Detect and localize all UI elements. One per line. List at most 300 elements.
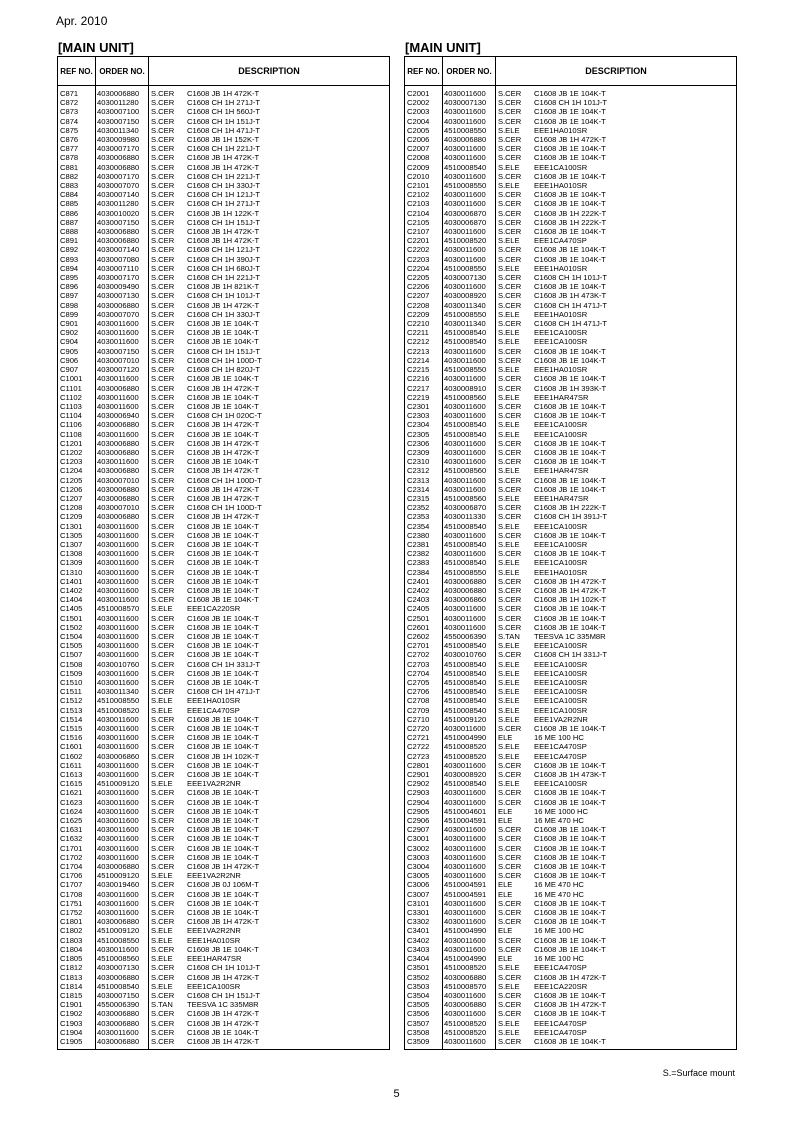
part-type: S.CER <box>151 254 175 264</box>
ref-no-cell: C2907 <box>407 825 430 835</box>
part-spec: C1608 JB 1E 104K-T <box>534 843 606 853</box>
part-type: S.ELE <box>498 659 520 669</box>
part-spec: EEE1CA100SR <box>534 678 588 687</box>
part-spec: C1608 JB 1E 104K-T <box>187 852 259 862</box>
ref-no-cell: C2722 <box>407 742 430 752</box>
ref-no-cell: C1704 <box>60 862 83 872</box>
order-no-cell: 4030006880 <box>97 1009 140 1019</box>
description-cell <box>498 144 736 153</box>
ref-no-cell: C1611 <box>60 760 82 770</box>
ref-no-cell: C871 <box>60 89 79 98</box>
ref-no-cell: C1623 <box>60 797 83 807</box>
part-spec: C1608 JB 1H 472K-T <box>187 512 260 522</box>
part-type: S.CER <box>151 549 175 559</box>
ref-no-cell: C1621 <box>60 788 83 798</box>
description-cell <box>498 798 736 807</box>
description-cell <box>151 752 389 761</box>
ref-no-cell: C1504 <box>60 631 83 641</box>
description-cell <box>498 494 736 503</box>
order-no-cell: 4030011600 <box>444 484 486 494</box>
order-no-cell: 4030006870 <box>444 217 487 227</box>
description-cell <box>498 273 736 282</box>
ref-no-cell: C1512 <box>60 696 83 706</box>
part-type: S.CER <box>498 990 522 1000</box>
ref-no-cell: C1804 <box>60 944 83 954</box>
part-spec: C1608 JB 1E 104K-T <box>534 227 606 237</box>
description-cell <box>498 991 736 1000</box>
description-cell <box>498 163 736 172</box>
ref-no-cell: C2105 <box>407 217 430 227</box>
part-type: S.ELE <box>498 696 520 706</box>
ref-no-cell: C2702 <box>407 650 430 660</box>
part-spec: C1608 CH 1H 221J-T <box>187 273 261 283</box>
order-no-cell: 4510008520 <box>444 751 487 761</box>
ref-no-cell: C3007 <box>407 889 430 899</box>
part-type: S.CER <box>498 447 522 457</box>
order-no-cell: 4030011600 <box>444 1036 486 1046</box>
part-type: S.ELE <box>498 668 520 678</box>
part-spec: EEE1CA220SR <box>187 604 241 614</box>
part-spec: C1608 JB 1E 104K-T <box>534 1036 606 1046</box>
ref-no-cell: C2902 <box>407 779 430 789</box>
description-cell <box>151 696 389 705</box>
order-no-cell: 4030006880 <box>97 420 140 430</box>
part-spec: C1608 JB 1H 122K-T <box>187 208 260 218</box>
description-cell <box>498 411 736 420</box>
order-no-cell: 4030007100 <box>97 107 140 117</box>
part-type: S.CER <box>151 770 175 780</box>
order-no-cell: 4510004601 <box>444 806 487 816</box>
order-no-cell: 4030006870 <box>444 503 487 513</box>
part-spec: C1608 JB 1E 104K-T <box>187 576 259 586</box>
part-spec: EEE1VA2R2NR <box>187 871 241 881</box>
part-spec: C1608 CH 1H 100D-T <box>187 475 262 485</box>
part-spec: 16 ME 100 HC <box>534 926 584 936</box>
order-no-cell: 4030011600 <box>97 889 139 899</box>
description-cell <box>151 310 389 319</box>
ref-no-cell: C2102 <box>407 190 430 200</box>
part-type: S.ELE <box>498 309 520 319</box>
ref-no-cell: C1106 <box>60 420 82 430</box>
description-cell <box>498 632 736 641</box>
order-no-cell: 4030011600 <box>97 797 139 807</box>
ref-no-cell: C1502 <box>60 622 83 632</box>
description-cell <box>151 650 389 659</box>
description-cell <box>151 218 389 227</box>
part-type: S.CER <box>498 245 522 255</box>
description-cell <box>151 1037 389 1046</box>
order-no-cell: 4510008540 <box>444 779 487 789</box>
order-no-cell: 4030011600 <box>444 852 486 862</box>
order-no-cell: 4030011600 <box>444 355 486 365</box>
part-spec: EEE1CA470SP <box>187 705 240 715</box>
order-no-cell: 4030011600 <box>97 374 139 384</box>
order-no-cell: 4510008560 <box>444 493 487 503</box>
order-no-cell: 4510008550 <box>444 181 487 191</box>
ref-no-cell: C2211 <box>407 328 429 338</box>
ref-no-cell: C2354 <box>407 521 430 531</box>
ref-no-cell: C888 <box>60 227 79 237</box>
order-no-cell: 4030011600 <box>444 447 486 457</box>
description-cell <box>151 908 389 917</box>
part-type: S.CER <box>498 972 522 982</box>
description-cell <box>498 733 736 742</box>
part-spec: C1608 JB 1E 104K-T <box>187 834 259 844</box>
ref-no-cell: C1702 <box>60 852 83 862</box>
ref-no-cell: C1505 <box>60 641 83 651</box>
description-cell <box>151 255 389 264</box>
part-type: S.CER <box>151 493 175 503</box>
part-spec: C1608 JB 1H 472K-T <box>187 162 260 172</box>
ref-no-cell: C3502 <box>407 972 430 982</box>
ref-no-cell: C906 <box>60 355 79 365</box>
part-spec: C1608 JB 1H 472K-T <box>187 447 260 457</box>
part-spec: C1608 CH 1H 100D-T <box>187 503 262 513</box>
part-type: S.CER <box>498 770 522 780</box>
ref-no-cell: C2703 <box>407 659 430 669</box>
part-type: S.CER <box>498 944 522 954</box>
part-type: S.CER <box>498 834 522 844</box>
description-cell <box>151 153 389 162</box>
description-cell <box>151 384 389 393</box>
ref-no-cell: C1701 <box>60 843 83 853</box>
part-type: S.CER <box>498 89 522 98</box>
order-no-cell: 4030011600 <box>444 908 486 918</box>
order-no-cell: 4030006880 <box>97 300 140 310</box>
part-spec: C1608 JB 1E 104K-T <box>187 944 259 954</box>
part-type: S.CER <box>151 227 175 237</box>
part-type: ELE <box>498 880 513 890</box>
ref-no-cell: C2705 <box>407 678 430 687</box>
part-spec: EEE1CA100SR <box>534 328 588 338</box>
order-no-cell: 4030011600 <box>444 788 486 798</box>
description-cell <box>498 853 736 862</box>
ref-no-cell: C897 <box>60 291 79 301</box>
order-no-cell: 4030007110 <box>97 263 139 273</box>
order-no-cell: 4030011600 <box>97 337 139 347</box>
order-no-cell: 4030006880 <box>97 493 140 503</box>
order-no-cell: 4030006880 <box>97 917 140 927</box>
ref-no-cell: C905 <box>60 346 79 356</box>
description-cell <box>498 715 736 724</box>
description-cell <box>151 356 389 365</box>
part-type: S.CER <box>151 153 175 163</box>
part-type: ELE <box>498 926 513 936</box>
description-cell <box>151 687 389 696</box>
description-cell <box>498 337 736 346</box>
part-spec: C1608 CH 1H 391J-T <box>534 512 608 522</box>
description-cell <box>151 1019 389 1028</box>
ref-no-cell: C1104 <box>60 411 82 421</box>
description-cell <box>498 871 736 880</box>
part-type: S.ELE <box>498 493 520 503</box>
part-spec: C1608 CH 1H 331J-T <box>534 650 608 660</box>
ref-no-cell: C3509 <box>407 1036 430 1046</box>
order-no-cell: 4030011600 <box>97 567 139 577</box>
order-no-cell: 4510008540 <box>444 328 487 338</box>
ref-no-cell: C2009 <box>407 162 430 172</box>
part-type: S.CER <box>151 742 175 752</box>
description-column <box>149 86 389 1049</box>
part-spec: C1608 JB 1E 104K-T <box>187 724 259 734</box>
order-no-cell: 4030010760 <box>444 650 487 660</box>
part-spec: C1608 CH 1H 221J-T <box>187 171 261 181</box>
order-no-cell: 4030011600 <box>97 576 139 586</box>
order-no-cell: 4030011600 <box>444 171 486 181</box>
order-no-cell: 4030006880 <box>444 585 487 595</box>
ref-no-cell: C2352 <box>407 503 430 513</box>
description-cell <box>498 347 736 356</box>
order-no-cell: 4030011600 <box>444 935 486 945</box>
part-type: S.CER <box>498 595 522 605</box>
ref-no-cell: C1905 <box>60 1036 83 1046</box>
description-cell <box>498 282 736 291</box>
part-type: S.CER <box>151 89 175 98</box>
description-cell <box>151 623 389 632</box>
part-spec: C1608 JB 1E 104K-T <box>187 558 259 568</box>
part-type: S.CER <box>151 595 175 605</box>
part-type: S.CER <box>498 227 522 237</box>
order-no-cell: 4030006880 <box>97 153 140 163</box>
part-type: S.CER <box>151 484 175 494</box>
order-no-cell: 4030011600 <box>97 742 139 752</box>
part-type: S.CER <box>498 135 522 145</box>
part-spec: C1608 CH 1H 121J-T <box>187 245 261 255</box>
description-cell <box>498 218 736 227</box>
description-cell <box>151 991 389 1000</box>
ref-no-cell: C3503 <box>407 981 430 991</box>
order-no-cell: 4510008540 <box>444 521 487 531</box>
order-no-cell: 4030011600 <box>97 521 139 531</box>
description-cell <box>498 614 736 623</box>
part-type: S.ELE <box>151 696 173 706</box>
description-cell <box>151 660 389 669</box>
description-cell <box>498 945 736 954</box>
part-spec: EEE1VA2R2NR <box>534 714 588 724</box>
order-no-cell: 4030011600 <box>444 613 486 623</box>
description-cell <box>151 282 389 291</box>
description-cell <box>151 1028 389 1037</box>
description-cell <box>498 604 736 613</box>
ref-no-cell: C3504 <box>407 990 430 1000</box>
ref-no-cell: C1814 <box>60 981 83 991</box>
order-no-cell: 4030007070 <box>97 181 140 191</box>
order-no-header: ORDER NO. <box>96 57 149 85</box>
part-spec: C1608 JB 1E 104K-T <box>534 107 606 117</box>
part-spec: C1608 JB 1E 104K-T <box>534 788 606 798</box>
ref-no-cell: C1803 <box>60 935 83 945</box>
ref-no-cell: C1601 <box>60 742 83 752</box>
order-no-cell: 4030010020 <box>97 208 140 218</box>
part-type: S.ELE <box>498 337 520 347</box>
part-type: S.ELE <box>151 604 173 614</box>
ref-no-cell: C1625 <box>60 816 83 826</box>
part-spec: C1608 JB 1E 104K-T <box>534 411 606 421</box>
order-no-cell: 4030007150 <box>97 217 140 227</box>
part-type: S.CER <box>498 438 522 448</box>
order-no-cell: 4030006880 <box>97 1018 140 1028</box>
page-number: 5 <box>393 1088 400 1100</box>
ref-no-cell: C2801 <box>407 760 430 770</box>
order-no-cell: 4510008550 <box>444 309 487 319</box>
ref-no-cell: C1501 <box>60 613 83 623</box>
order-no-cell: 4030008920 <box>444 770 487 780</box>
order-no-cell: 4510008540 <box>444 420 487 430</box>
description-cell <box>151 89 389 98</box>
description-cell <box>498 153 736 162</box>
part-spec: C1608 JB 1E 104K-T <box>534 871 606 881</box>
ref-no-cell: C1624 <box>60 806 83 816</box>
part-spec: C1608 JB 1H 472K-T <box>187 438 260 448</box>
ref-no-cell: C894 <box>60 263 79 273</box>
order-no-cell: 4030011600 <box>97 733 139 743</box>
description-cell <box>498 117 736 126</box>
ref-no-cell: C1708 <box>60 889 83 899</box>
part-spec: C1608 JB 1E 104K-T <box>187 650 259 660</box>
part-spec: EEE1HA010SR <box>534 181 588 191</box>
part-spec: EEE1CA470SP <box>534 751 587 761</box>
ref-no-cell: C1514 <box>60 714 83 724</box>
ref-no-cell: C2007 <box>407 144 430 154</box>
part-spec: C1608 JB 1H 473K-T <box>534 291 607 301</box>
part-type: S.CER <box>498 291 522 301</box>
ref-no-cell: C2202 <box>407 245 430 255</box>
ref-no-cell: C1706 <box>60 871 83 881</box>
part-type: S.CER <box>151 1036 175 1046</box>
part-spec: 16 ME 470 HC <box>534 889 584 899</box>
part-type: S.CER <box>151 1027 175 1037</box>
part-spec: 16 ME 1000 HC <box>534 806 589 816</box>
order-no-cell: 4030011600 <box>97 825 139 835</box>
description-cell <box>151 917 389 926</box>
part-type: S.CER <box>151 1009 175 1019</box>
section-title-right: [MAIN UNIT] <box>405 40 481 55</box>
part-type: S.ELE <box>498 181 520 191</box>
part-spec: C1608 JB 1E 104K-T <box>187 392 259 402</box>
order-no-cell: 4030011600 <box>97 908 139 918</box>
ref-no-cell: C877 <box>60 144 79 154</box>
ref-no-cell: C1401 <box>60 576 83 586</box>
ref-no-cell: C1901 <box>60 1000 83 1010</box>
description-cell <box>151 503 389 512</box>
order-no-cell: 4510008550 <box>444 365 487 375</box>
ref-no-cell: C2709 <box>407 705 430 715</box>
ref-no-cell: C3302 <box>407 917 430 927</box>
ref-no-cell: C875 <box>60 125 79 135</box>
order-no-cell: 4030011340 <box>444 319 486 329</box>
order-no-cell: 4030011600 <box>97 650 139 660</box>
part-type: S.CER <box>498 171 522 181</box>
part-spec: C1608 CH 1H 471J-T <box>187 687 261 697</box>
ref-no-cell: C907 <box>60 365 79 375</box>
description-cell <box>151 227 389 236</box>
ref-no-cell: C1813 <box>60 972 83 982</box>
order-no-cell: 4510004591 <box>444 880 487 890</box>
description-cell <box>498 926 736 935</box>
part-spec: C1608 CH 1H 330J-T <box>187 309 261 319</box>
order-no-cell: 4030011600 <box>444 245 486 255</box>
part-spec: C1608 CH 1H 100D-T <box>187 355 262 365</box>
order-no-cell: 4030011600 <box>97 843 139 853</box>
part-type: ELE <box>498 954 513 964</box>
part-spec: C1608 CH 1H 680J-T <box>187 263 261 273</box>
part-spec: C1608 JB 1E 104K-T <box>187 622 259 632</box>
description-cell <box>498 724 736 733</box>
part-type: S.CER <box>151 411 175 421</box>
order-no-cell: 4030011600 <box>444 199 486 209</box>
part-type: S.CER <box>151 862 175 872</box>
ref-no-cell: C3002 <box>407 843 430 853</box>
part-type: S.CER <box>151 917 175 927</box>
part-type: S.CER <box>498 898 522 908</box>
order-no-cell: 4030007130 <box>444 273 487 283</box>
part-type: S.CER <box>498 190 522 200</box>
order-no-cell: 4510004990 <box>444 954 487 964</box>
order-no-cell: 4510004591 <box>444 816 487 826</box>
description-cell <box>151 172 389 181</box>
part-spec: C1608 JB 1E 104K-T <box>534 724 606 734</box>
description-cell <box>498 402 736 411</box>
description-cell <box>151 540 389 549</box>
part-spec: C1608 JB 1E 104K-T <box>534 990 606 1000</box>
part-spec: C1608 JB 1E 104K-T <box>187 806 259 816</box>
order-no-cell: 4030011600 <box>97 613 139 623</box>
order-no-cell: 4030006880 <box>97 227 140 237</box>
description-cell <box>498 319 736 328</box>
table-body <box>58 86 389 1049</box>
ref-no-cell: C892 <box>60 245 79 255</box>
part-type: S.CER <box>151 613 175 623</box>
description-cell <box>151 98 389 107</box>
description-cell <box>498 568 736 577</box>
description-cell <box>151 457 389 466</box>
part-type: S.CER <box>151 521 175 531</box>
description-cell <box>151 862 389 871</box>
description-cell <box>498 190 736 199</box>
part-spec: C1608 JB 1H 472K-T <box>187 153 260 163</box>
ref-no-cell: C902 <box>60 328 79 338</box>
part-type: S.CER <box>498 604 522 614</box>
part-spec: C1608 JB 1H 472K-T <box>187 89 260 98</box>
part-spec: C1608 JB 1E 104K-T <box>187 797 259 807</box>
description-cell <box>498 788 736 797</box>
order-no-cell: 4510008550 <box>444 263 487 273</box>
order-no-cell: 4030011600 <box>97 641 139 651</box>
order-no-cell: 4510008570 <box>444 981 487 991</box>
part-spec: EEE1HA010SR <box>534 365 588 375</box>
description-cell <box>151 945 389 954</box>
part-spec: C1608 JB 1H 472K-T <box>534 1000 607 1010</box>
order-no-cell: 4030009490 <box>97 282 140 292</box>
order-no-cell: 4510008550 <box>444 125 487 135</box>
part-type: ELE <box>498 889 513 899</box>
part-type: S.CER <box>151 733 175 743</box>
order-no-cell: 4030006880 <box>97 972 140 982</box>
order-no-cell: 4030011600 <box>97 631 139 641</box>
order-no-cell: 4030007010 <box>97 475 140 485</box>
part-spec: 16 ME 470 HC <box>534 816 584 826</box>
order-no-cell: 4030011600 <box>444 862 486 872</box>
part-spec: EEE1HAR47SR <box>534 466 589 476</box>
part-type: S.CER <box>151 116 175 126</box>
description-cell <box>498 844 736 853</box>
order-no-cell: 4030011600 <box>97 319 139 329</box>
order-no-cell: 4510008540 <box>444 668 487 678</box>
ref-no-cell: C898 <box>60 300 79 310</box>
ref-no-cell: C1631 <box>60 825 83 835</box>
description-header: DESCRIPTION <box>238 65 300 76</box>
description-cell <box>498 595 736 604</box>
